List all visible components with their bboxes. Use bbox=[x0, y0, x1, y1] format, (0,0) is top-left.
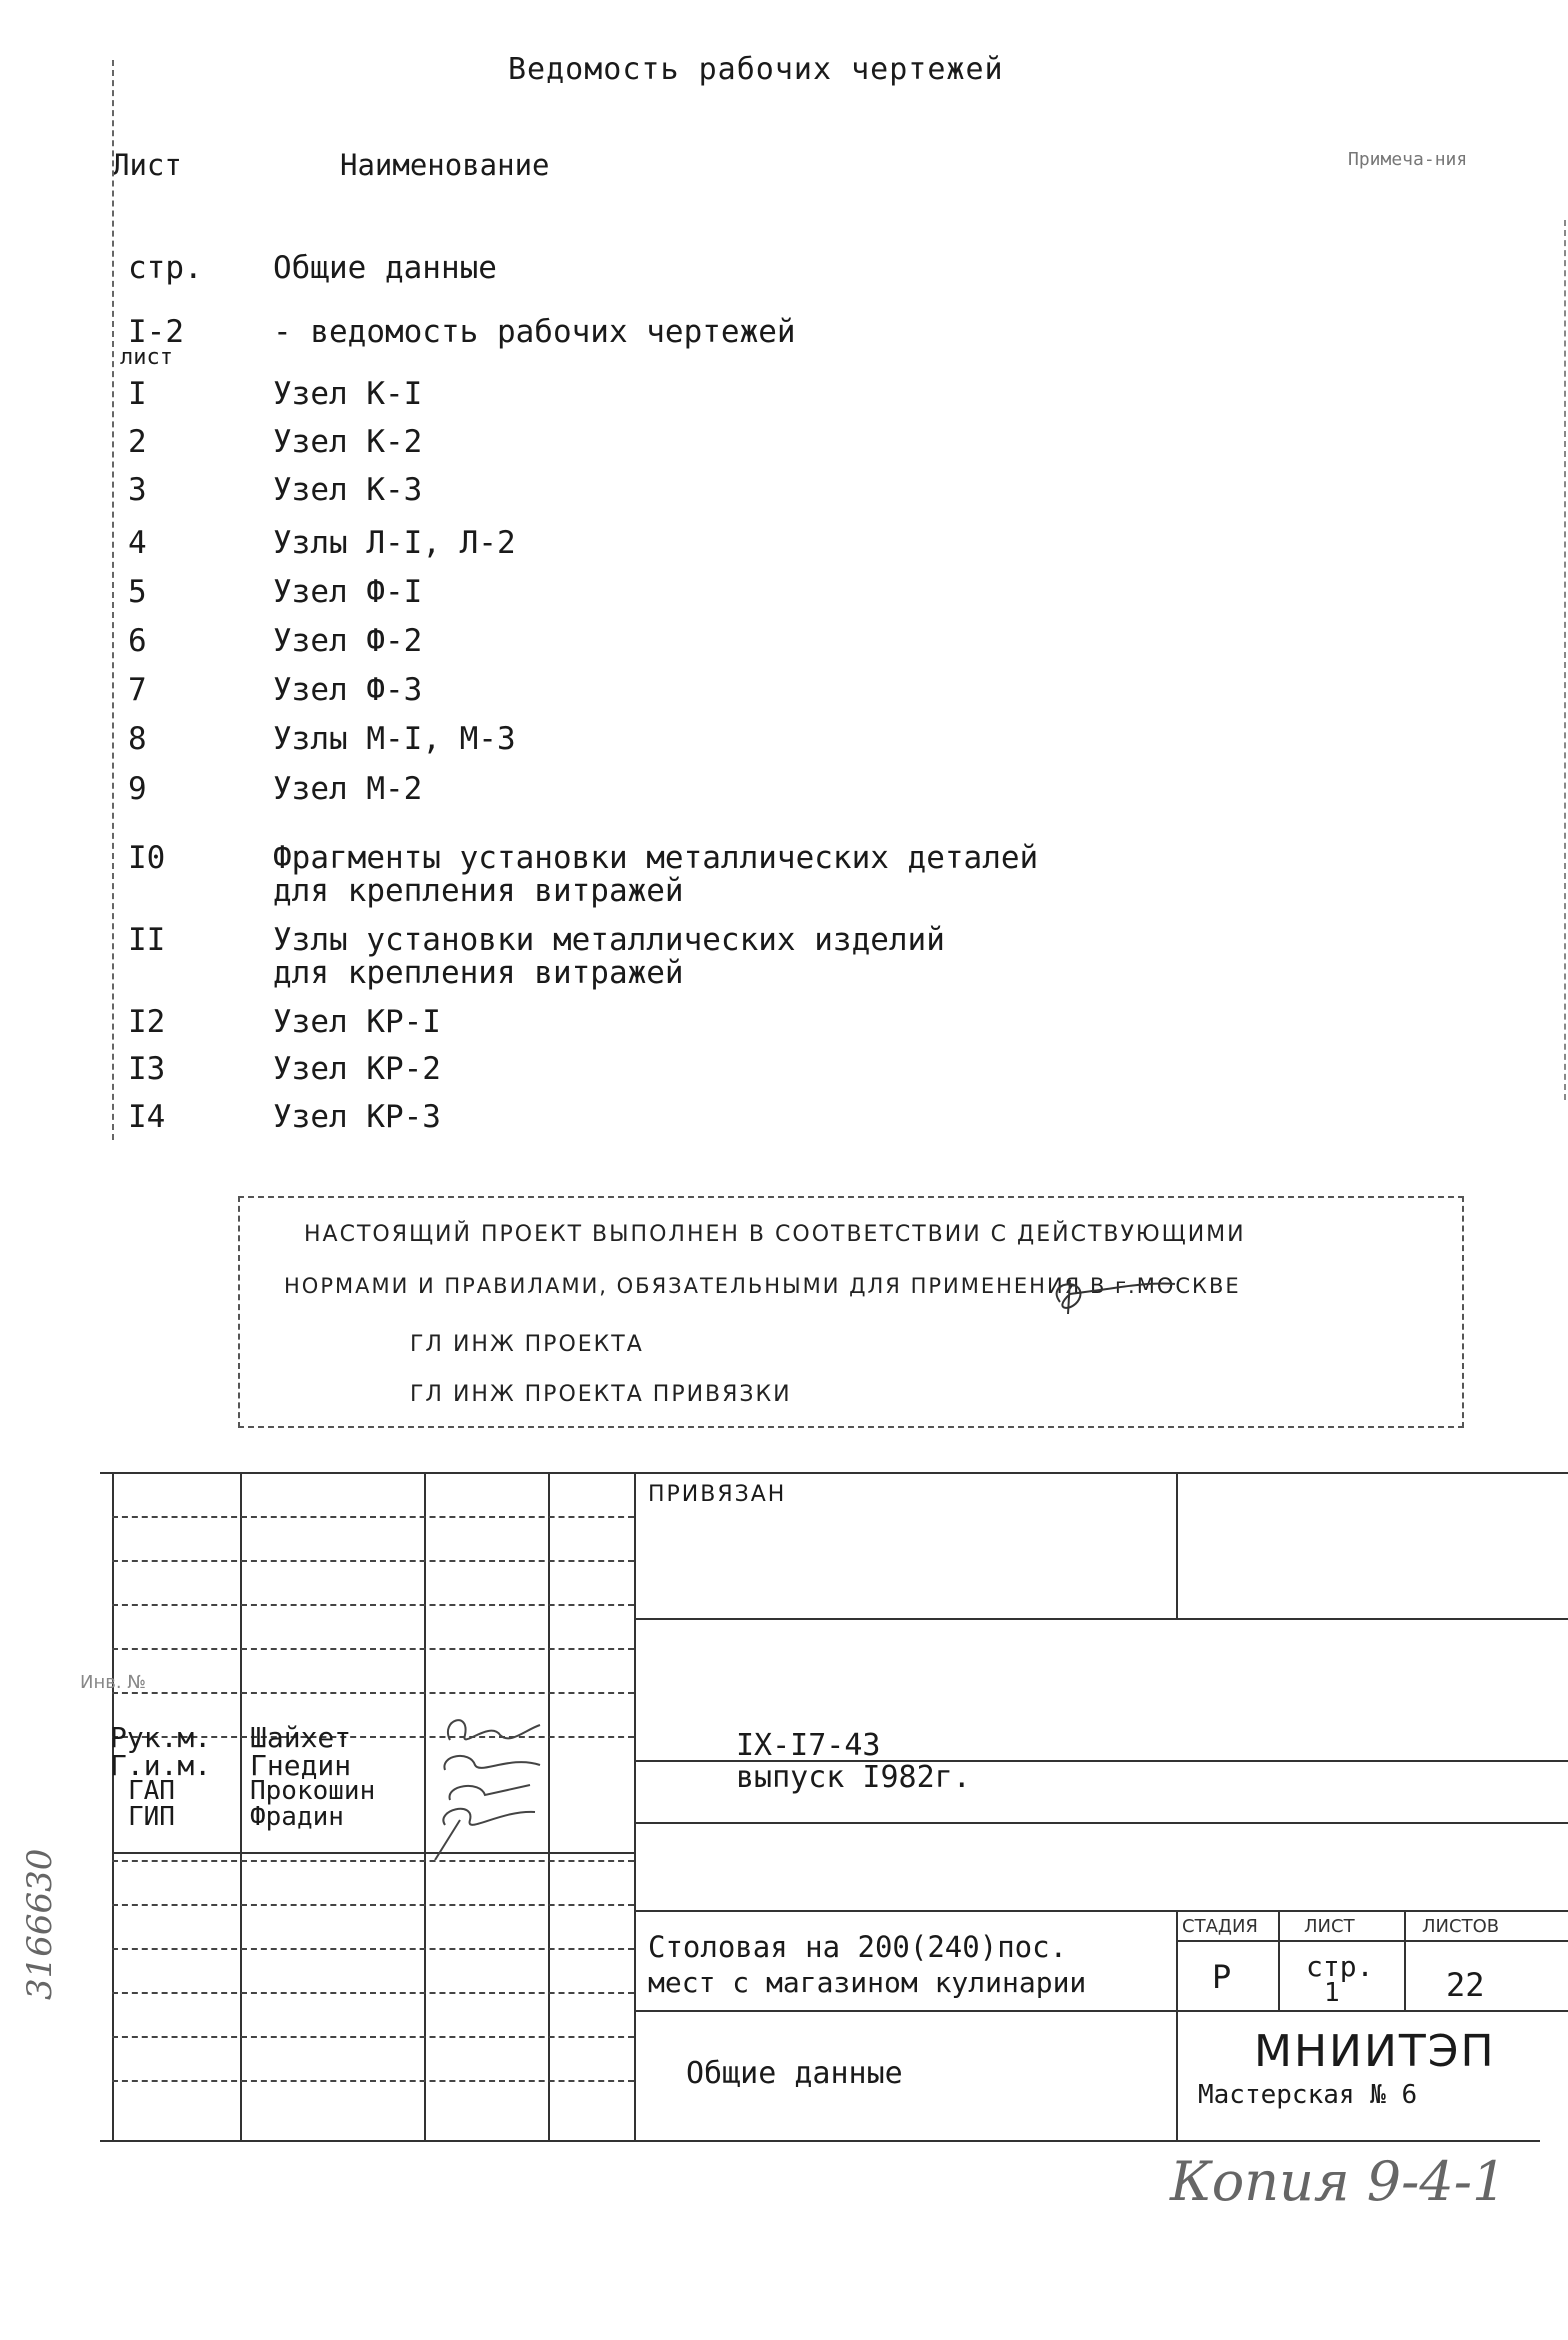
list-item-sheet: I4 bbox=[128, 1099, 166, 1135]
list-item-sheet: 6 bbox=[128, 623, 147, 659]
title-block bbox=[0, 1460, 1568, 2140]
list-item-sheet: 7 bbox=[128, 672, 147, 708]
list-item-name: - ведомость рабочих чертежей bbox=[273, 314, 796, 350]
role-1: Рук.м. bbox=[110, 1721, 212, 1754]
sheets-total: 22 bbox=[1446, 1966, 1485, 2004]
sheet-value: стр. bbox=[1306, 1950, 1374, 1983]
signatures-column bbox=[430, 1700, 550, 1860]
list-item-name: Узел Ф-3 bbox=[273, 672, 423, 708]
organization-name: МНИИТЭП bbox=[1254, 2026, 1496, 2077]
list-item-name: Узлы установки металлических изделий для крепления витражей bbox=[273, 922, 945, 991]
column-header-sheet: Лист bbox=[112, 148, 182, 182]
role-2: Г.и.м. bbox=[110, 1749, 212, 1782]
list-item-sheet: 5 bbox=[128, 574, 147, 610]
project-title-line-1: Столовая на 200(240)пос. bbox=[648, 1930, 1068, 1964]
role-4: ГИП bbox=[128, 1802, 175, 1832]
list-item-sheet: 9 bbox=[128, 771, 147, 807]
handwritten-note: Копия 9-4-1 bbox=[1170, 2150, 1507, 2213]
sheet-unit-note: лист bbox=[120, 345, 173, 370]
column-header-note: Примеча-ния bbox=[1348, 149, 1468, 170]
list-item-sheet: I-2 bbox=[128, 314, 184, 350]
sheets-label: ЛИСТОВ bbox=[1422, 1916, 1500, 1937]
page-title: Ведомость рабочих чертежей bbox=[508, 52, 1004, 87]
workshop-name: Мастерская № 6 bbox=[1198, 2080, 1418, 2110]
side-archive-number: 3166630 bbox=[20, 1848, 60, 2000]
compliance-stamp bbox=[238, 1196, 1464, 1428]
stage-label: СТАДИЯ bbox=[1182, 1916, 1258, 1937]
project-code: IX-I7-43 bbox=[736, 1728, 881, 1763]
list-item-sheet: 8 bbox=[128, 721, 147, 757]
list-item-name: Узлы М-I, М-3 bbox=[273, 721, 516, 757]
project-issue: выпуск I982г. bbox=[736, 1760, 971, 1795]
stamp-line-3: ГЛ ИНЖ ПРОЕКТА bbox=[410, 1332, 644, 1357]
list-item-sheet: I3 bbox=[128, 1051, 166, 1087]
left-margin-line bbox=[112, 60, 114, 1140]
name-3: Прокошин bbox=[250, 1776, 376, 1806]
column-header-name: Наименование bbox=[340, 148, 550, 182]
list-item-name: Узлы Л-I, Л-2 bbox=[273, 525, 516, 561]
list-item-name: Узел М-2 bbox=[273, 771, 423, 807]
document-name: Общие данные bbox=[686, 2056, 903, 2091]
privyazan-label: ПРИВЯЗАН bbox=[648, 1482, 787, 1507]
list-item-sheet: 2 bbox=[128, 424, 147, 460]
list-item-sheet: II bbox=[128, 922, 166, 958]
list-item-name: Узел КР-3 bbox=[273, 1099, 441, 1135]
inventory-number-label: Инв. № bbox=[80, 1672, 147, 1693]
list-item-name: Фрагменты установки металлических деталей для крепления витражей bbox=[273, 840, 1039, 909]
chief-engineer-signature bbox=[1040, 1272, 1180, 1322]
role-3: ГАП bbox=[128, 1776, 175, 1806]
list-item-sheet: I0 bbox=[128, 840, 166, 876]
list-item-name: Узел К-I bbox=[273, 376, 423, 412]
list-item-name: Узел КР-I bbox=[273, 1004, 441, 1040]
list-item-sheet: 4 bbox=[128, 525, 147, 561]
list-item-name: Общие данные bbox=[273, 250, 497, 286]
list-item-name: Узел Ф-2 bbox=[273, 623, 423, 659]
stamp-line-1: НАСТОЯЩИЙ ПРОЕКТ ВЫПОЛНЕН В СООТВЕТСТВИИ С ДЕЙСТВУЮЩИМИ bbox=[304, 1222, 1246, 1247]
list-item-name: Узел К-3 bbox=[273, 472, 423, 508]
list-item-name: Узел Ф-I bbox=[273, 574, 423, 610]
sheet-label: ЛИСТ bbox=[1304, 1916, 1355, 1937]
list-item-sheet: стр. bbox=[128, 250, 203, 286]
list-item-sheet: I bbox=[128, 376, 147, 412]
stamp-line-2: НОРМАМИ И ПРАВИЛАМИ, ОБЯЗАТЕЛЬНЫМИ ДЛЯ ПРИМЕНЕНИЯ В г.МОСКВЕ bbox=[284, 1274, 1241, 1298]
project-title-line-2: мест с магазином кулинарии bbox=[648, 1966, 1087, 1999]
sheet-number: 1 bbox=[1324, 1978, 1340, 2008]
name-1: Шайхет bbox=[250, 1721, 352, 1754]
stamp-line-4: ГЛ ИНЖ ПРОЕКТА ПРИВЯЗКИ bbox=[410, 1382, 792, 1407]
right-margin-line bbox=[1564, 220, 1566, 1100]
name-2: Гнедин bbox=[250, 1749, 352, 1782]
stage-value: Р bbox=[1212, 1958, 1232, 1996]
list-item-sheet: 3 bbox=[128, 472, 147, 508]
name-4: Фрадин bbox=[250, 1802, 344, 1832]
list-item-name: Узел КР-2 bbox=[273, 1051, 441, 1087]
list-item-sheet: I2 bbox=[128, 1004, 166, 1040]
list-item-name: Узел К-2 bbox=[273, 424, 423, 460]
